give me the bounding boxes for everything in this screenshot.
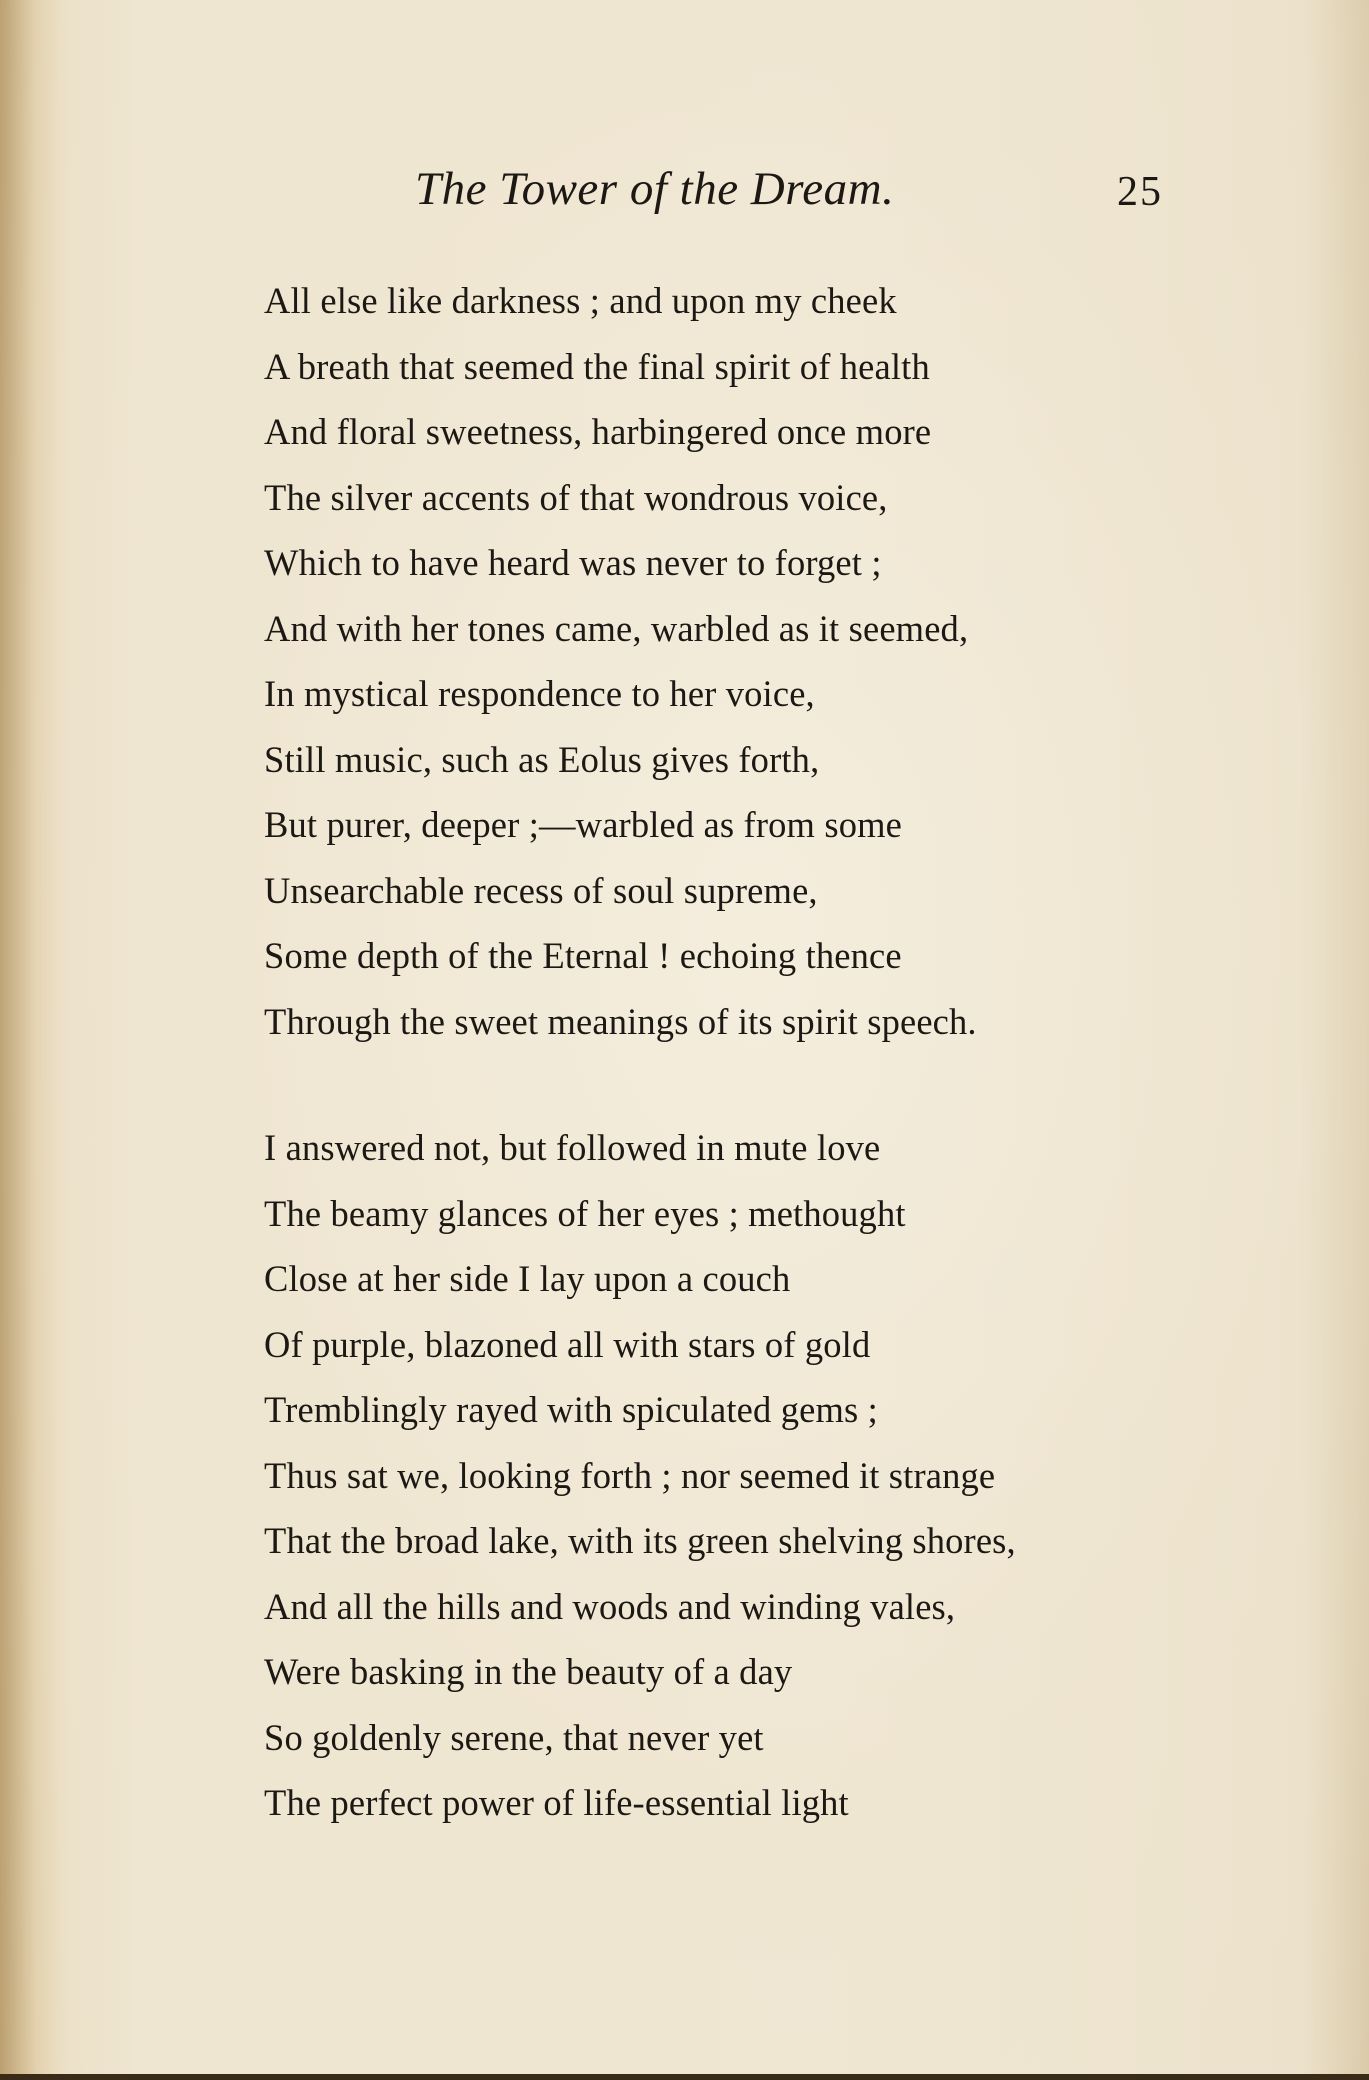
verse-line: Through the sweet meanings of its spirit speech.: [264, 1000, 977, 1042]
running-title: The Tower of the Dream.: [415, 163, 895, 215]
verse-line: And all the hills and woods and winding vales,: [264, 1585, 956, 1627]
verse-line: Thus sat we, looking forth ; nor seemed it strange: [264, 1454, 996, 1496]
verse-line: The perfect power of life-essential light: [264, 1782, 849, 1823]
verse-line: And floral sweetness, harbingered once more: [264, 411, 932, 452]
verse-line: Of purple, blazoned all with stars of gold: [264, 1323, 871, 1365]
verse-line: A breath that seemed the final spirit of health: [264, 345, 930, 387]
verse-line: And with her tones came, warbled as it seemed,: [264, 607, 969, 649]
verse-line: Were basking in the beauty of a day: [264, 1651, 793, 1692]
verse-line: All else like darkness ; and upon my cheek: [264, 280, 897, 321]
verse-line: But purer, deeper ;—warbled as from some: [264, 804, 903, 845]
verse-line: So goldenly serene, that never yet: [264, 1716, 764, 1758]
stanza-1: [264, 268, 977, 1054]
verse-line: Still music, such as Eolus gives forth,: [264, 738, 820, 780]
verse-line: I answered not, but followed in mute love: [264, 1127, 881, 1168]
verse-line: Tremblingly rayed with spiculated gems ;: [264, 1389, 878, 1430]
verse-line: The silver accents of that wondrous voice,: [264, 476, 888, 518]
verse-line: Some depth of the Eternal ! echoing thence: [264, 935, 902, 976]
page-bottom-edge: [0, 2074, 1369, 2080]
spine-shadow: [0, 0, 60, 2080]
stanza-2: [264, 1115, 1016, 1836]
verse-line: Unsearchable recess of soul supreme,: [264, 869, 818, 911]
verse-line: In mystical respondence to her voice,: [264, 673, 815, 714]
page-number: 25: [1117, 169, 1163, 215]
verse-line: That the broad lake, with its green shelving shores,: [264, 1520, 1016, 1561]
verse-line: The beamy glances of her eyes ; methought: [264, 1192, 906, 1234]
running-head: [0, 162, 1369, 222]
verse-line: Which to have heard was never to forget ;: [264, 542, 882, 583]
verse-line: Close at her side I lay upon a couch: [264, 1258, 791, 1299]
